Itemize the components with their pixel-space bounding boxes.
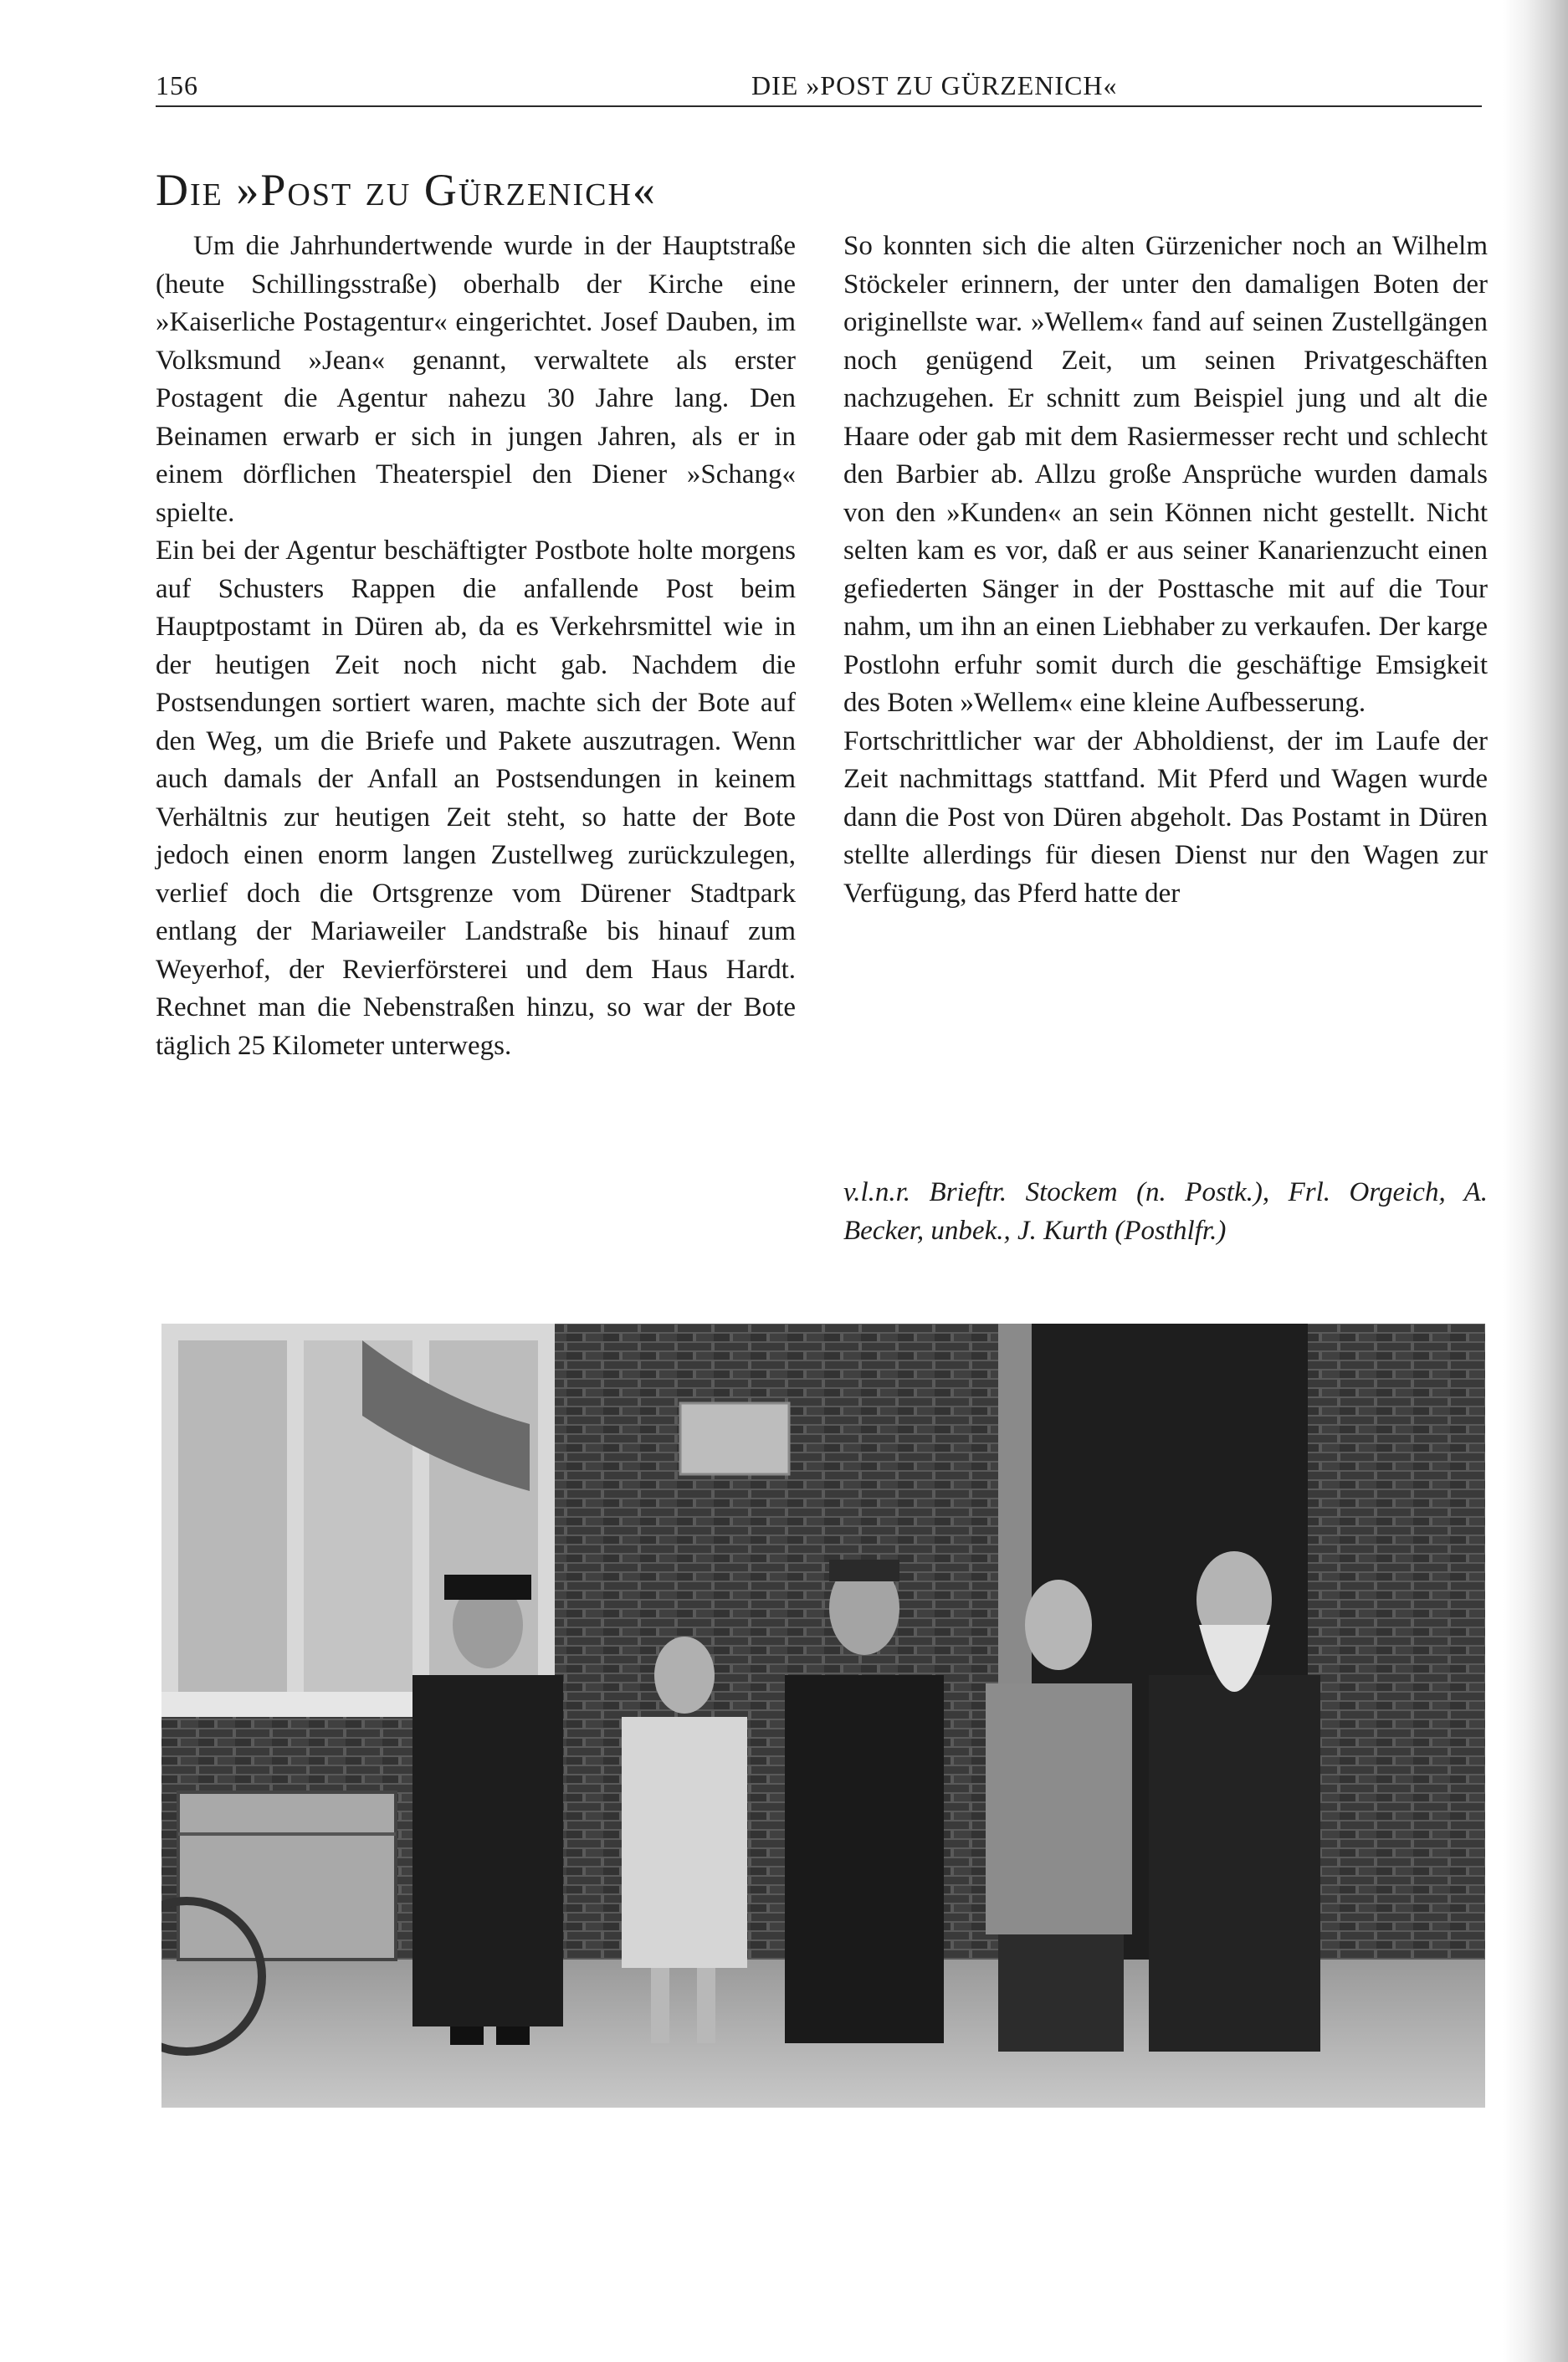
historical-photo (161, 1324, 1485, 2108)
photo-caption: v.l.n.r. Brieftr. Stockem (n. Postk.), Frl. Orgeich, A. Becker, unbek., J. Kurth (Posthlfr.) (843, 1177, 1488, 1246)
page-number: 156 (156, 70, 198, 100)
running-title: DIE »POST ZU GÜRZENICH« (751, 70, 1118, 100)
scan-edge-shadow (1503, 0, 1568, 2362)
article-title: Die »Post zu Gürzenich« (156, 165, 657, 215)
paragraph: Um die Jahrhundertwende wurde in der Hauptstraße (heute Schillingsstraße) oberhalb der Kirche eine »Kaiserliche Postagentur« eingerichtet. Josef Dauben, im Volksmund »Jean« genannt, verwaltete als erster Postagent die Agentur nahezu 30 Jahre lang. Den Beinamen erwarb er sich in jungen Jahren, als er in einem dörflichen Theaterspiel den Diener »Schang« spielte. (156, 231, 796, 528)
photo-illustration (161, 1324, 1485, 2108)
left-text-column (156, 228, 796, 1065)
paragraph: So konnten sich die alten Gürzenicher noch an Wilhelm Stöckeler erinnern, der unter den damaligen Boten der originellste war. »Wellem« fand auf seinen Zustellgängen noch genügend Zeit, um seinen Privatgeschäften nachzugehen. Er schnitt zum Beispiel jung und alt die Haare oder gab mit dem Rasiermesser recht und schlecht den Barbier ab. Allzu große Ansprüche wurden damals von den »Kunden« an sein Können nicht gestellt. Nicht selten kam es vor, daß er aus seiner Kanarienzucht einen gefiederten Sänger in der Posttasche mit auf die Tour nahm, um ihn an einen Liebhaber zu verkaufen. Der karge Postlohn erfuhr somit durch die geschäftige Emsigkeit des Boten »Wellem« eine kleine Aufbesserung. (843, 231, 1488, 718)
right-text-column (843, 228, 1488, 913)
paragraph: Ein bei der Agentur beschäftigter Postbote holte morgens auf Schusters Rappen die anfallende Post beim Hauptpostamt in Düren ab, da es Verkehrsmittel wie in der heutigen Zeit noch nicht gab. Nachdem die Postsendungen sortiert waren, machte sich der Bote auf den Weg, um die Briefe und Pakete auszutragen. Wenn auch damals der Anfall an Postsendungen in keinem Verhältnis zur heutigen Zeit steht, so hatte der Bote jedoch einen enorm langen Zustellweg zurückzulegen, verlief doch die Ortsgrenze vom Dürener Stadtpark entlang der Mariaweiler Landstraße bis hinauf zum Weyerhof, der Revierförsterei und dem Haus Hardt. Rechnet man die Nebenstraßen hinzu, so war der Bote täglich 25 Kilometer unterwegs. (156, 535, 796, 1061)
paragraph: Fortschrittlicher war der Abholdienst, der im Laufe der Zeit nachmittags stattfand. Mit Pferd und Wagen wurde dann die Post von Düren abgeholt. Das Postamt in Düren stellte allerdings für diesen Dienst nur den Wagen zur Verfügung, das Pferd hatte der (843, 725, 1488, 909)
running-header (156, 69, 1482, 107)
